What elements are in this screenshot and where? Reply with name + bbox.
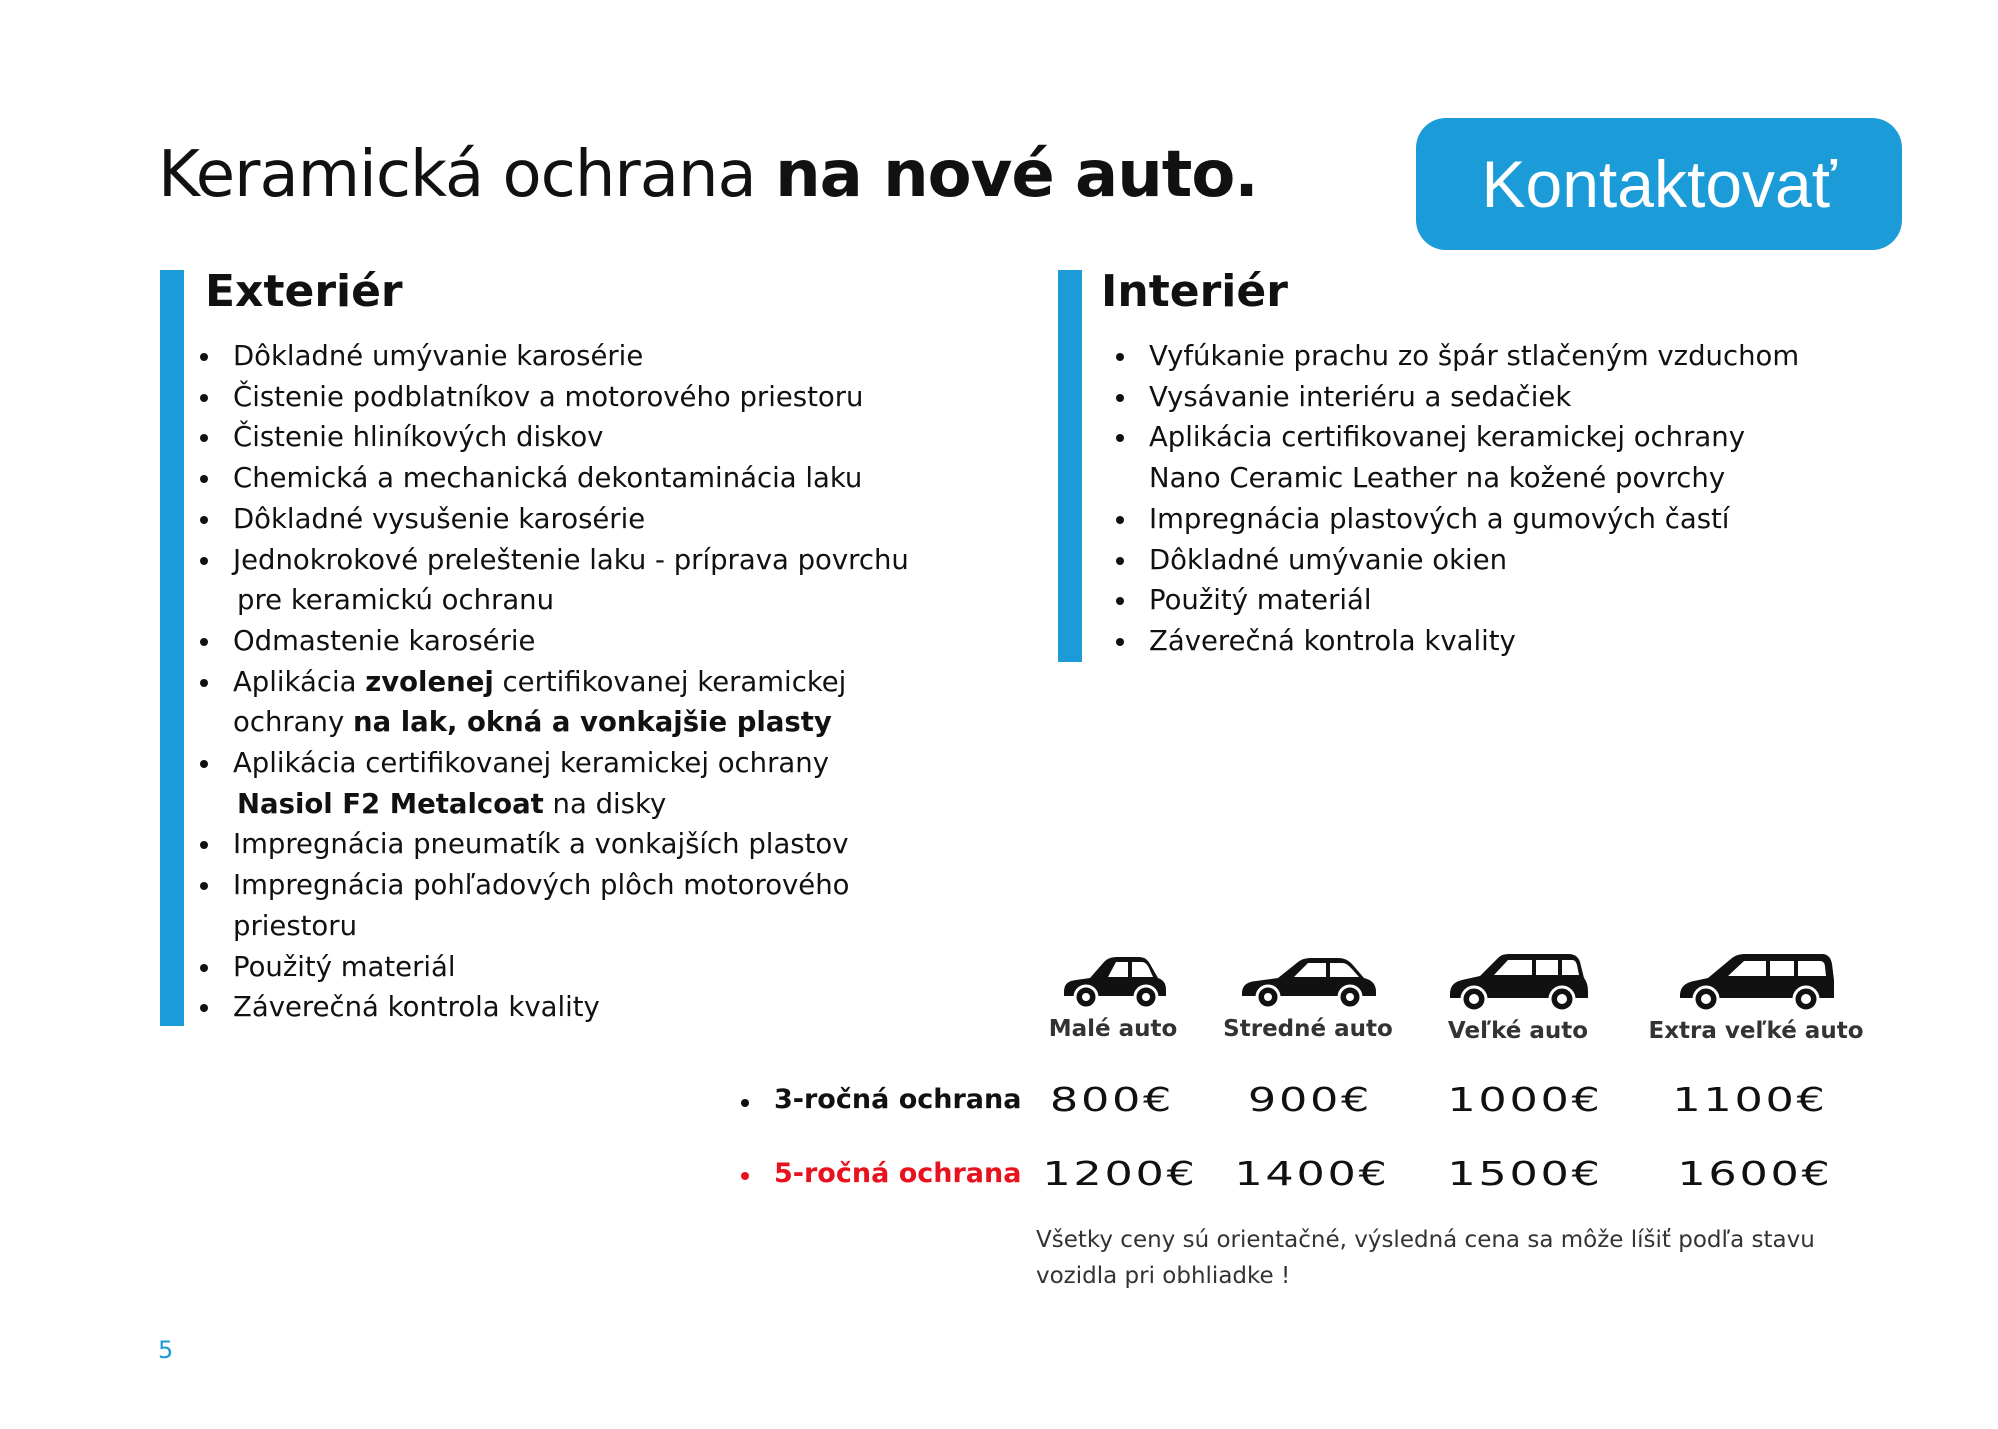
size-label: Malé auto [1048,1016,1178,1042]
price-3y-extra-large: 1100€ [1672,1080,1828,1119]
size-column-extra-large [1626,950,1886,1044]
price-5y-small: 1200€ [1042,1154,1198,1193]
suv-icon [1446,950,1590,1012]
list-item: Impregnácia pohľadových plôch motorového priestoru [160,865,909,946]
medium-car-icon [1238,950,1378,1010]
bullet-dot [741,1099,749,1107]
title-regular: Keramická ochrana [158,138,756,212]
price-3y-medium: 900€ [1247,1080,1373,1119]
bullet-dot [741,1172,749,1180]
plan-label-3-year: 3-ročná ochrana [774,1084,1022,1115]
list-item: Použitý materiál [160,947,909,988]
small-car-icon [1058,950,1168,1010]
list-item: Záverečná kontrola kvality [160,987,909,1028]
size-column-large [1398,950,1638,1044]
list-item: Aplikácia certifikovanej keramickej ochrany Nano Ceramic Leather na kožené povrchy [1058,417,1799,498]
list-item: Vyfúkanie prachu zo špár stlačeným vzduchom [1058,336,1799,377]
price-3y-small: 800€ [1049,1080,1175,1119]
size-label: Veľké auto [1447,1018,1589,1044]
list-item: Dôkladné umývanie karosérie [160,336,909,377]
list-item: Aplikácia certifikovanej keramickej ochrany Nasiol F2 Metalcoat na disky [160,743,909,824]
price-5y-medium: 1400€ [1234,1154,1390,1193]
interior-list [1058,336,1799,662]
list-item: Dôkladné vysušenie karosérie [160,499,909,540]
price-3y-large: 1000€ [1447,1080,1603,1119]
page-title [158,138,1258,212]
interior-heading: Interiér [1101,266,1288,317]
list-item: Záverečná kontrola kvality [1058,621,1799,662]
list-item: Impregnácia pneumatík a vonkajších plastov [160,824,909,865]
size-label: Stredné auto [1223,1016,1393,1042]
price-disclaimer: Všetky ceny sú orientačné, výsledná cena sa môže líšiť podľa stavu vozidla pri obhliadke ! [1036,1227,1815,1289]
list-item: Aplikácia zvolenej certifikovanej keramickej ochrany na lak, okná a vonkajšie plasty [160,662,909,743]
page-number: 5 [158,1336,174,1364]
list-item: Použitý materiál [1058,580,1799,621]
size-column-medium [1188,950,1428,1042]
list-item: Jednokrokové preleštenie laku - príprava povrchu pre keramickú ochranu [160,540,909,621]
exterior-section [160,266,980,1026]
list-item: Čistenie podblatníkov a motorového priestoru [160,377,909,418]
price-5y-large: 1500€ [1447,1154,1603,1193]
interior-section [1058,266,1858,662]
van-icon [1676,950,1836,1012]
title-bold: na nové auto. [775,138,1258,212]
list-item: Odmastenie karosérie [160,621,909,662]
exterior-list [160,336,909,1028]
size-label: Extra veľké auto [1648,1018,1864,1044]
price-5y-extra-large: 1600€ [1677,1154,1833,1193]
list-item: Čistenie hliníkových diskov [160,417,909,458]
list-item: Vysávanie interiéru a sedačiek [1058,377,1799,418]
list-item: Impregnácia plastových a gumových častí [1058,499,1799,540]
list-item: Dôkladné umývanie okien [1058,540,1799,581]
list-item: Chemická a mechanická dekontaminácia laku [160,458,909,499]
plan-label-5-year: 5-ročná ochrana [774,1158,1022,1189]
exterior-heading: Exteriér [205,266,403,317]
contact-button[interactable]: Kontaktovať [1416,118,1902,250]
